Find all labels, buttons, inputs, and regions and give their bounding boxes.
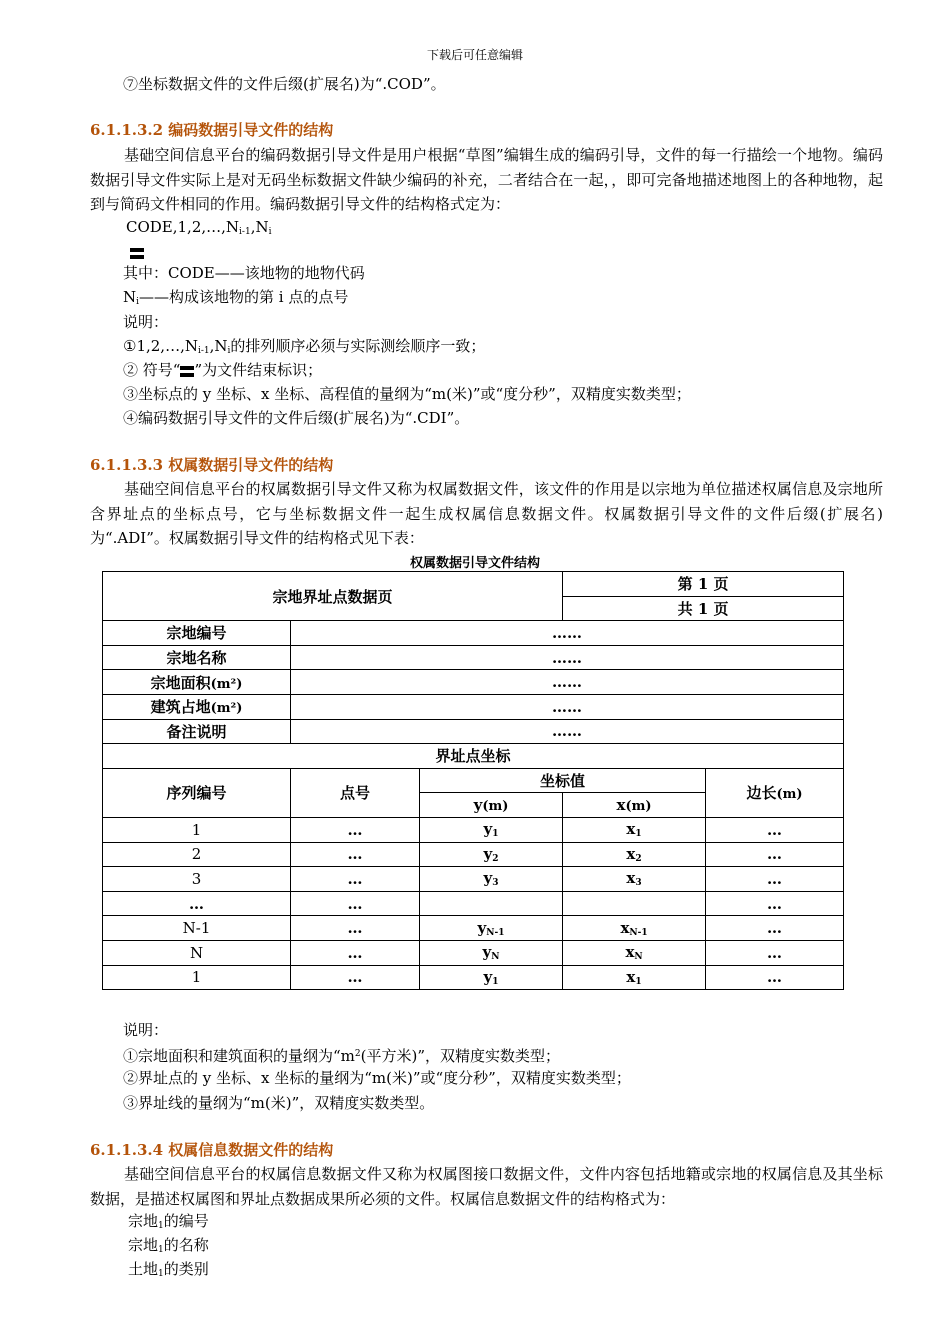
cell-x: $x_1$ xyxy=(563,965,706,990)
cell-point: … xyxy=(291,965,420,990)
cell-edge: … xyxy=(706,867,844,892)
note-title: 说明： xyxy=(123,313,169,331)
cell-y: $y_{N-1}$ xyxy=(420,916,563,941)
table-row xyxy=(103,965,844,990)
cell-point: … xyxy=(291,916,420,941)
col-header-point: 点号 xyxy=(291,768,420,817)
cell-seq: N xyxy=(103,940,291,965)
end-mark-line xyxy=(130,243,144,261)
cell-point: … xyxy=(291,817,420,842)
info-label: 建筑占地(m²) xyxy=(103,694,291,719)
page-header: 下载后可任意编辑 xyxy=(426,48,523,62)
note-line: ⑦坐标数据文件的文件后缀(扩展名)为“.COD”。 xyxy=(123,75,446,93)
info-label: 宗地名称 xyxy=(103,645,291,670)
format-line: $CODE,1,2,\dots,N_{i-1},N_i$ xyxy=(126,218,272,237)
cell-point: … xyxy=(291,891,420,916)
cell-seq: 2 xyxy=(103,842,291,867)
cell-x: $x_3$ xyxy=(563,867,706,892)
cell-edge: … xyxy=(706,842,844,867)
section-heading: 6.1.1.3.4 权属信息数据文件的结构 xyxy=(90,1141,334,1159)
cell-x: $x_1$ xyxy=(563,817,706,842)
note-title: 说明： xyxy=(123,1021,169,1039)
cell-y xyxy=(420,891,563,916)
info-row xyxy=(103,621,844,646)
cell-edge: … xyxy=(706,891,844,916)
section-paragraph: 基础空间信息平台的编码数据引导文件是用户根据“草图”编辑生成的编码引导，文件的每一行描绘一个地物。编码数据引导文件实际上是对无码坐标数据文件缺少编码的补充，二者结合在一起，，即可完备地描述地图上的各种地物，起到与简码文件相同的作用。编码数据引导文件的结构格式定为： xyxy=(90,146,883,213)
info-value: …… xyxy=(291,645,844,670)
list-item: 土地$_1$的类别 xyxy=(128,1260,209,1279)
info-value: …… xyxy=(291,719,844,744)
col-header-edge: 边长(m) xyxy=(706,768,844,817)
cell-edge: … xyxy=(706,965,844,990)
info-row xyxy=(103,645,844,670)
list-item: 宗地$_1$的名称 xyxy=(128,1236,209,1255)
cell-y: $y_1$ xyxy=(420,965,563,990)
page-number: 第 1 页 xyxy=(563,572,844,597)
info-value: …… xyxy=(291,694,844,719)
cell-y: $y_N$ xyxy=(420,940,563,965)
cell-point: … xyxy=(291,842,420,867)
col-header-seq: 序列编号 xyxy=(103,768,291,817)
cell-y: $y_3$ xyxy=(420,867,563,892)
cell-seq: … xyxy=(103,891,291,916)
where-line: $N_i——$构成该地物的第 i 点的点号 xyxy=(123,288,349,307)
table-row xyxy=(103,940,844,965)
note-line: ①宗地面积和建筑面积的量纲为“$m^2$(平方米)”，双精度实数类型； xyxy=(123,1047,561,1065)
table-caption: 权属数据引导文件结构 xyxy=(409,556,540,571)
table-row xyxy=(103,817,844,842)
note-line: ④编码数据引导文件的文件后缀(扩展名)为“.CDI”。 xyxy=(123,409,470,427)
cell-x: $x_{N-1}$ xyxy=(563,916,706,941)
table-row xyxy=(103,891,844,916)
col-header-y: y(m) xyxy=(420,793,563,818)
cell-edge: … xyxy=(706,916,844,941)
cell-y: $y_2$ xyxy=(420,842,563,867)
cell-x: $x_N$ xyxy=(563,940,706,965)
info-value: …… xyxy=(291,621,844,646)
note-line: ③坐标点的 y 坐标、x 坐标、高程值的量纲为“m(米)”或“度分秒”，双精度实数类型； xyxy=(123,385,691,403)
section-paragraph: 基础空间信息平台的权属数据引导文件又称为权属数据文件，该文件的作用是以宗地为单位描述权属信息及宗地所含界址点的坐标点号，它与坐标数据文件一起生成权属信息数据文件。权属数据引导文件的文件后缀(扩展名)为“.ADI”。权属数据引导文件的结构格式见下表： xyxy=(90,480,883,547)
note-line: $①1,2,\dots,N_{i-1},N_i$的排列顺序必须与实际测绘顺序一致； xyxy=(123,337,486,356)
end-mark-icon xyxy=(130,248,144,259)
col-header-x: x(m) xyxy=(563,793,706,818)
note-line: ③界址线的量纲为“m(米)”，双精度实数类型。 xyxy=(123,1094,435,1112)
note-line: ② 符号“ ”为文件结束标识； xyxy=(123,361,323,379)
section-heading: 6.1.1.3.3 权属数据引导文件的结构 xyxy=(90,456,334,474)
where-line: 其中：CODE——该地物的地物代码 xyxy=(123,264,365,282)
section-label: 界址点坐标 xyxy=(103,744,844,769)
cell-x xyxy=(563,891,706,916)
cell-edge: … xyxy=(706,817,844,842)
table-title: 宗地界址点数据页 xyxy=(103,572,563,621)
list-item: 宗地$_1$的编号 xyxy=(128,1212,209,1231)
table-row xyxy=(103,867,844,892)
cell-seq: 3 xyxy=(103,867,291,892)
info-label: 备注说明 xyxy=(103,719,291,744)
info-row xyxy=(103,670,844,695)
note-line: ②界址点的 y 坐标、x 坐标的量纲为“m(米)”或“度分秒”，双精度实数类型； xyxy=(123,1069,631,1087)
info-label: 宗地面积(m²) xyxy=(103,670,291,695)
cell-point: … xyxy=(291,940,420,965)
table-row xyxy=(103,842,844,867)
info-row xyxy=(103,719,844,744)
cell-point: … xyxy=(291,867,420,892)
table-row xyxy=(103,916,844,941)
parcel-table xyxy=(102,571,844,990)
section-paragraph: 基础空间信息平台的权属信息数据文件又称为权属图接口数据文件，文件内容包括地籍或宗地的权属信息及其坐标数据，是描述权属图和界址点数据成果所必须的文件。权属信息数据文件的结构格式为： xyxy=(90,1165,883,1208)
cell-edge: … xyxy=(706,940,844,965)
cell-seq: N-1 xyxy=(103,916,291,941)
info-value: …… xyxy=(291,670,844,695)
info-row xyxy=(103,694,844,719)
cell-seq: 1 xyxy=(103,817,291,842)
end-mark-icon xyxy=(180,366,194,377)
section-heading: 6.1.1.3.2 编码数据引导文件的结构 xyxy=(90,121,334,139)
cell-x: $x_2$ xyxy=(563,842,706,867)
col-header-coord: 坐标值 xyxy=(420,768,706,793)
cell-seq: 1 xyxy=(103,965,291,990)
cell-y: $y_1$ xyxy=(420,817,563,842)
info-label: 宗地编号 xyxy=(103,621,291,646)
page-total: 共 1 页 xyxy=(563,596,844,621)
